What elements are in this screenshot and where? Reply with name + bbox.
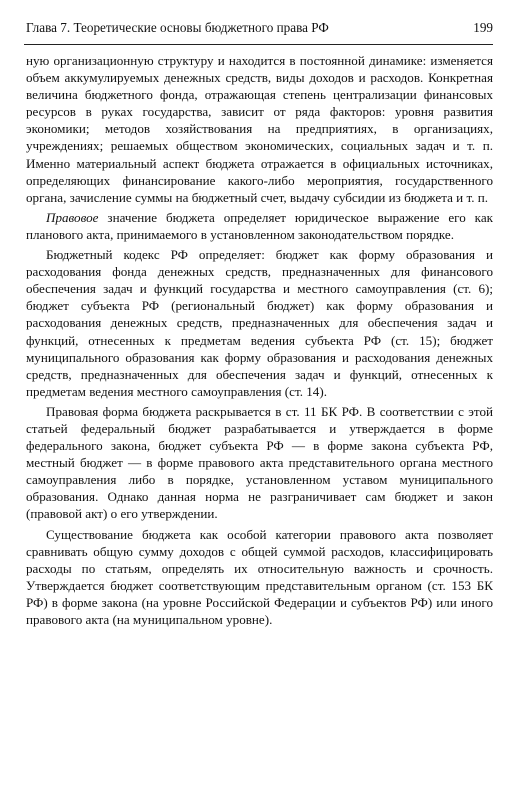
paragraph-2 [26, 209, 493, 243]
body-text [26, 52, 493, 628]
page-number: 199 [473, 20, 493, 35]
running-head [26, 20, 493, 36]
chapter-title: Глава 7. Теоретические основы бюджетного права РФ [26, 20, 329, 35]
paragraph-3: Бюджетный кодекс РФ определяет: бюджет как форму образования и расходования фонда денежных средств, предназначенных для финансового обеспечения задач и функций государства и местного самоуправления (ст. 6); бюджет субъекта РФ (региональный бюджет) как форму образования и расходования денежных средств, предназначенных для обеспечения задач и функций, отнесенных к предметам ведения субъекта РФ (ст. 15); бюджет муниципального образования как форму образования и расходования денежных средств, предназначенных для обеспечения задач и функций, отнесенных к предметам ведения местного самоуправления (ст. 14). [26, 247, 493, 399]
paragraph-5: Существование бюджета как особой категории правового акта позволяет сравнивать общую сумму доходов с общей суммой расходов, классифицировать расходы по статьям, определять их относительную важность и срочность. Утверждается бюджет соответствующим представительным органом (ст. 153 БК РФ) в форме закона (на уровне Российской Федерации и субъектов РФ) или иного правового акта (на муниципальном уровне). [26, 526, 493, 627]
paragraph-2-text: значение бюджета определяет юридическое выражение его как планового акта, принимаемого в установленном законодательством порядке. [26, 209, 493, 242]
header-rule [24, 44, 493, 45]
italic-term: Правовое [46, 209, 99, 225]
paragraph-4: Правовая форма бюджета раскрывается в ст. 11 БК РФ. В соответствии с этой статьей федеральный бюджет разрабатывается и утверждается в форме федерального закона, бюджет субъекта РФ — в форме закона субъекта РФ, местный бюджет — в форме правового акта представительного органа местного самоуправления либо в порядке, установленном уставом муниципального образования. Однако данная норма не разграничивает сам бюджет и закон (правовой акт) о его утверждении. [26, 403, 493, 522]
paragraph-1: ную организационную структуру и находится в постоянной динамике: изменяется объем аккумулируемых денежных средств, виды доходов и расходов. Конкретная величина бюджетного фонда, отражающая степень централизации финансовых ресурсов в руках государства, зависит от ряда факторов: уровня развития экономики; методов хозяйствования на предприятиях, в организациях, учреждениях; решаемых обществом экономических, социальных задач и т. п. Именно материальный аспект бюджета отражается в официальных источниках, определяющих финансирование какого-либо мероприятия, государственного органа, зачисление суммы на бюджетный счет, выдачу субсидии из бюджета и т. п. [26, 53, 493, 205]
